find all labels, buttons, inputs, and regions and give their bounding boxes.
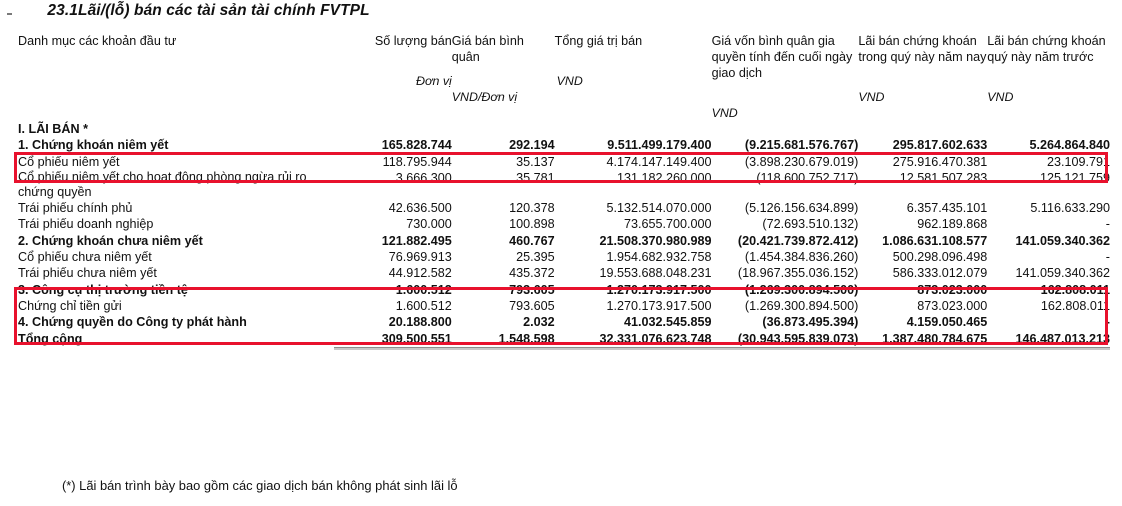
table-row: [18, 137, 1110, 153]
row-total-value: 131.182.260.000: [617, 171, 712, 186]
row-gain-this-year: 1.086.631.108.577: [882, 233, 988, 248]
row-gain-this-year: 4.159.050.465: [906, 315, 988, 330]
table-row: [18, 170, 1110, 200]
total-gain-this-year: 1.387.480.784.675: [882, 331, 988, 346]
row-quantity: 1.600.512: [395, 299, 452, 314]
row-avg-price: 35.137: [516, 154, 555, 169]
header-cell-total-value: [555, 34, 712, 121]
row-gain-this-year: 962.189.868: [917, 217, 988, 232]
row-quantity: 730.000: [406, 217, 452, 232]
row-avg-cost: (20.421.739.872.412): [737, 233, 859, 248]
table-row-total: [18, 331, 1110, 347]
table-header: [18, 34, 1110, 121]
row-avg-cost: (3.898.230.679.019): [744, 154, 859, 169]
row-gain-last-year: -: [1105, 217, 1110, 232]
row-total-value: 5.132.514.070.000: [606, 200, 712, 215]
row-label: Cổ phiếu niêm yết: [18, 154, 120, 169]
row-quantity: 44.912.582: [388, 266, 452, 281]
row-avg-cost: (5.126.156.634.899): [744, 200, 859, 215]
row-gain-last-year: 125.121.759: [1039, 171, 1110, 186]
row-quantity: 20.188.800: [388, 315, 452, 330]
row-gain-last-year: 5.116.633.290: [1030, 200, 1110, 215]
table-row: [18, 233, 1110, 249]
row-quantity: 165.828.744: [381, 138, 452, 153]
total-underline-row: [18, 347, 1110, 350]
row-gain-this-year: 873.023.000: [917, 282, 988, 297]
header-avg-price-text: Giá bán bình quân: [451, 34, 524, 64]
row-gain-last-year: -: [1105, 315, 1110, 330]
row-gain-last-year: 141.059.340.362: [1015, 233, 1110, 248]
row-label: Cổ phiếu chưa niêm yết: [18, 249, 152, 264]
row-gain-last-year: -: [1105, 249, 1110, 264]
row-avg-price: 35.781: [516, 171, 555, 186]
unit-quantity: Đơn vị: [416, 73, 452, 88]
total-underline: [334, 347, 1110, 350]
table-row: [18, 314, 1110, 330]
row-avg-cost: (1.269.300.894.500): [744, 299, 859, 314]
caption-spacer-gain-last-year: [987, 121, 1110, 137]
table-caption-row: [18, 121, 1110, 137]
row-quantity: 3.666.300: [395, 171, 452, 186]
caption-spacer-avg-cost: [712, 121, 859, 137]
row-label: 1. Chứng khoán niêm yết: [18, 138, 169, 153]
row-avg-price: 793.605: [509, 282, 555, 297]
row-avg-price: 435.372: [509, 266, 555, 281]
header-cell-avg-cost: [712, 34, 859, 121]
total-label: Tổng cộng: [18, 331, 83, 346]
table-row: [18, 282, 1110, 298]
section-title: Lãi/(lỗ) bán các tài sản tài chính FVTPL: [78, 2, 370, 19]
total-avg-price: 1.548.598: [498, 331, 555, 346]
row-total-value: 73.655.700.000: [624, 217, 712, 232]
row-label: 2. Chứng khoán chưa niêm yết: [18, 233, 203, 248]
table-row: [18, 216, 1110, 232]
row-gain-last-year: 23.109.791: [1046, 154, 1110, 169]
total-gain-last-year: 146.487.013.213: [1015, 331, 1110, 346]
row-label: 4. Chứng quyền do Công ty phát hành: [18, 315, 247, 330]
unit-avg-price: VND/Đơn vị: [451, 89, 518, 104]
total-total-value: 32.331.076.623.748: [599, 331, 712, 346]
header-quantity-text: Số lượng bán: [374, 34, 452, 48]
rule-spacer: [18, 347, 334, 350]
row-avg-cost: (18.967.355.036.152): [737, 266, 859, 281]
section-heading: [20, 2, 370, 20]
row-label: Trái phiếu chưa niêm yết: [18, 266, 157, 281]
row-quantity: 76.969.913: [388, 249, 452, 264]
row-total-value: 21.508.370.980.989: [599, 233, 712, 248]
table-rows-body: [18, 137, 1110, 330]
row-total-value: 19.553.688.048.231: [599, 266, 712, 281]
table-total-body: [18, 331, 1110, 350]
section-number: 23.1: [47, 2, 78, 19]
row-total-value: 41.032.545.859: [624, 315, 712, 330]
row-avg-price: 2.032: [523, 315, 555, 330]
row-avg-price: 460.767: [509, 233, 555, 248]
row-avg-price: 25.395: [516, 249, 555, 264]
row-quantity: 1.600.512: [395, 282, 452, 297]
header-cell-avg-price: [452, 34, 555, 121]
table-row: [18, 200, 1110, 216]
row-label: Cổ phiếu niêm yết cho hoạt động phòng ngừa rủi ro chứng quyền: [18, 170, 307, 200]
header-cell-gain-this-year: [858, 34, 987, 121]
row-gain-this-year: 873.023.000: [917, 299, 988, 314]
row-label: 3. Công cụ thị trường tiền tệ: [18, 282, 188, 297]
row-avg-price: 120.378: [509, 200, 555, 215]
total-quantity: 309.500.551: [381, 331, 452, 346]
row-avg-cost: (9.215.681.576.767): [744, 138, 859, 153]
row-label: Trái phiếu chính phủ: [18, 200, 133, 215]
header-cell-quantity: [334, 34, 452, 121]
header-avg-cost-text: Giá vốn bình quân gia quyền tính đến cuối ngày giao dịch: [711, 34, 853, 80]
row-gain-last-year: 5.264.864.840: [1029, 138, 1110, 153]
row-total-value: 1.270.173.917.500: [606, 299, 712, 314]
header-label-text: Danh mục các khoản đầu tư: [18, 34, 177, 48]
table-row: [18, 154, 1110, 170]
row-avg-cost: (72.693.510.132): [762, 217, 859, 232]
row-gain-this-year: 586.333.012.079: [892, 266, 988, 281]
unit-total-value: VND: [556, 73, 583, 88]
fvtpl-sales-table: [18, 34, 1110, 350]
row-gain-this-year: 275.916.470.381: [892, 154, 988, 169]
row-total-value: 9.511.499.179.400: [607, 138, 712, 153]
header-cell-label: [18, 34, 334, 121]
row-avg-cost: (118.600.752.717): [756, 171, 859, 186]
margin-tick-mark: [7, 13, 12, 15]
row-label: Chứng chỉ tiền gửi: [18, 299, 122, 314]
table-row: [18, 265, 1110, 281]
table-row: [18, 249, 1110, 265]
caption-spacer-quantity: [334, 121, 452, 137]
unit-gain-this-year: VND: [858, 89, 885, 104]
row-avg-price: 793.605: [509, 299, 555, 314]
row-total-value: 4.174.147.149.400: [606, 154, 712, 169]
row-label: Trái phiếu doanh nghiệp: [18, 217, 154, 232]
caption-spacer-avg-price: [452, 121, 555, 137]
row-avg-cost: (1.269.300.894.500): [744, 282, 859, 297]
header-gain-last-year-text: Lãi bán chứng khoán quý này năm trước: [987, 34, 1106, 64]
header-row: [18, 34, 1110, 121]
header-cell-gain-last-year: [987, 34, 1110, 121]
row-gain-this-year: 12.581.507.283: [899, 171, 988, 186]
row-quantity: 42.636.500: [388, 200, 452, 215]
row-gain-this-year: 295.817.602.633: [892, 138, 988, 153]
row-gain-last-year: 162.808.011: [1040, 282, 1110, 297]
row-quantity: 121.882.495: [381, 233, 452, 248]
table-row: [18, 298, 1110, 314]
table-caption: I. LÃI BÁN *: [18, 122, 88, 137]
row-gain-last-year: 162.808.011: [1040, 299, 1110, 314]
table-body: [18, 121, 1110, 137]
row-gain-this-year: 500.298.096.498: [892, 249, 988, 264]
caption-spacer-total-value: [555, 121, 712, 137]
row-avg-price: 292.194: [509, 138, 555, 153]
row-quantity: 118.795.944: [382, 154, 452, 169]
row-avg-cost: (1.454.384.836.260): [744, 249, 859, 264]
caption-spacer-gain-this-year: [858, 121, 987, 137]
row-gain-this-year: 6.357.435.101: [906, 200, 988, 215]
row-gain-last-year: 141.059.340.362: [1015, 266, 1110, 281]
unit-gain-last-year: VND: [987, 89, 1014, 104]
row-total-value: 1.270.173.917.500: [606, 282, 712, 297]
total-avg-cost: (30.943.595.839.073): [737, 331, 859, 346]
row-total-value: 1.954.682.932.758: [606, 249, 712, 264]
header-gain-this-year-text: Lãi bán chứng khoán trong quý này năm nay: [858, 34, 987, 64]
row-avg-price: 100.898: [509, 217, 555, 232]
unit-avg-cost: VND: [711, 105, 738, 120]
footnote: (*) Lãi bán trình bày bao gồm các giao dịch bán không phát sinh lãi lỗ: [62, 478, 458, 493]
row-avg-cost: (36.873.495.394): [762, 315, 859, 330]
header-total-value-text: Tổng giá trị bán: [554, 34, 643, 48]
